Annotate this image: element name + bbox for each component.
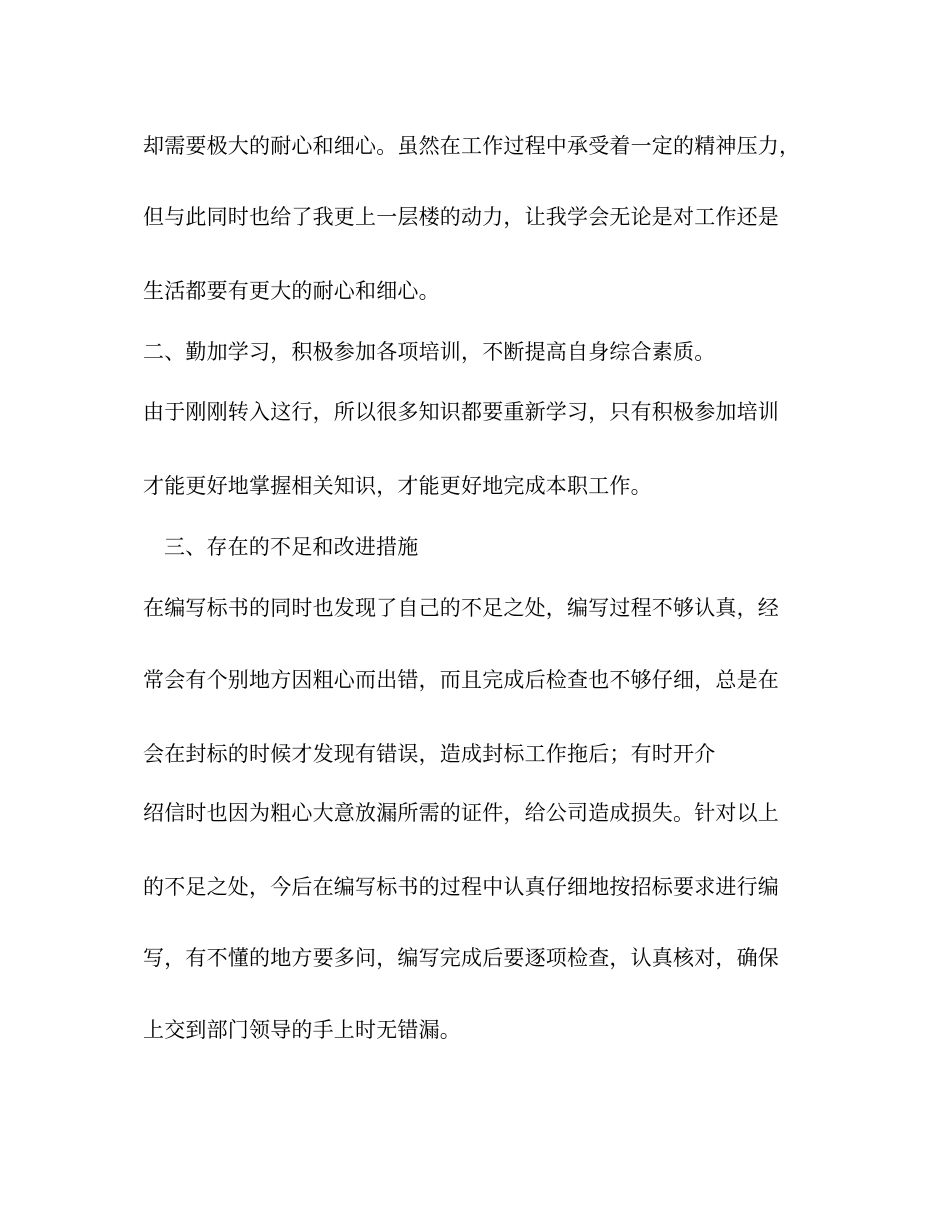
paragraph-line: 的不足之处，今后在编写标书的过程中认真仔细地按招标要求进行编 — [143, 875, 779, 899]
paragraph-line: 但与此同时也给了我更上一层楼的动力，让我学会无论是对工作还是 — [143, 205, 779, 229]
paragraph-line: 才能更好地掌握相关知识，才能更好地完成本职工作。 — [143, 474, 652, 498]
paragraph-line: 常会有个别地方因粗心而出错，而且完成后检查也不够仔细，总是在 — [143, 668, 779, 692]
section-heading: 二、勤加学习，积极参加各项培训，不断提高自身综合素质。 — [143, 340, 716, 364]
paragraph-line: 写，有不懂的地方要多问，编写完成后要逐项检查，认真核对，确保 — [143, 946, 779, 970]
paragraph-line: 会在封标的时候才发现有错误，造成封标工作拖后；有时开介 — [143, 742, 716, 766]
paragraph-line: 上交到部门领导的手上时无错漏。 — [143, 1018, 461, 1042]
paragraph-line: 却需要极大的耐心和细心。虽然在工作过程中承受着一定的精神压力， — [143, 134, 801, 158]
paragraph-line: 生活都要有更大的耐心和细心。 — [143, 279, 440, 303]
paragraph-line: 由于刚刚转入这行，所以很多知识都要重新学习，只有积极参加培训 — [143, 400, 779, 424]
paragraph-line: 绍信时也因为粗心大意放漏所需的证件，给公司造成损失。针对以上 — [143, 801, 779, 825]
section-heading: 三、存在的不足和改进措施 — [164, 535, 419, 559]
paragraph-line: 在编写标书的同时也发现了自己的不足之处，编写过程不够认真，经 — [143, 596, 779, 620]
